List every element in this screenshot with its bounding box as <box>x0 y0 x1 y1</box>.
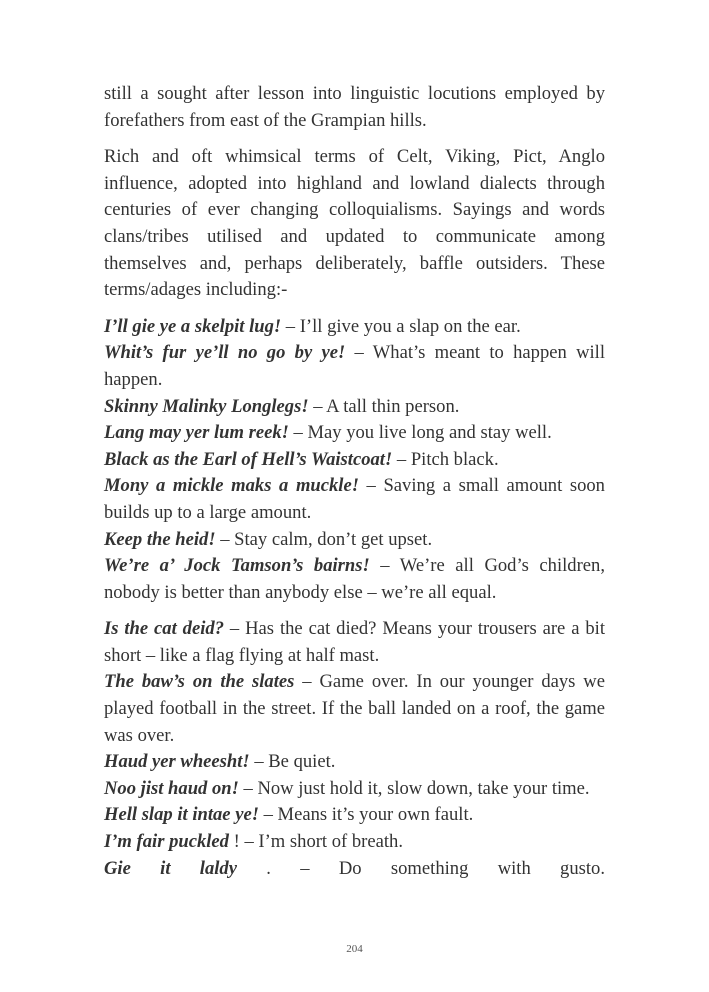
saying-meaning: – Saving a small amount soon builds up to a large amount. <box>104 475 605 523</box>
saying-term: Whit’s fur ye’ll no go by ye! <box>104 342 346 364</box>
saying-term: Black as the Earl of Hell’s Waistcoat! <box>104 448 393 470</box>
saying-term: Is the cat deid? <box>104 618 224 640</box>
saying-entry <box>104 749 605 776</box>
saying-entry <box>104 447 605 474</box>
saying-entry <box>104 616 605 669</box>
saying-entry <box>104 394 605 421</box>
saying-meaning: ! – I’m short of breath. <box>228 831 403 853</box>
saying-meaning: . – Do something with gusto. <box>236 857 605 879</box>
saying-entry <box>104 802 605 829</box>
saying-term: Keep the heid! <box>104 528 216 550</box>
saying-entry <box>104 340 605 393</box>
saying-meaning: – Pitch black. <box>392 448 499 470</box>
saying-entry <box>104 314 605 341</box>
saying-meaning: – What’s meant to happen will happen. <box>104 342 605 390</box>
page-body <box>104 81 605 882</box>
saying-term: We’re a’ Jock Tamson’s bairns! <box>104 555 370 577</box>
saying-meaning: – Means it’s your own fault. <box>258 804 474 826</box>
saying-entry <box>104 473 605 526</box>
saying-meaning: – I’ll give you a slap on the ear. <box>281 315 521 337</box>
saying-entry <box>104 527 605 554</box>
intro-paragraph-1: still a sought after lesson into linguistic locutions employed by forefathers from east of the Grampian hills. <box>104 83 605 131</box>
saying-entry <box>104 420 605 447</box>
saying-entry <box>104 669 605 749</box>
saying-term: Lang may yer lum reek! <box>104 422 289 444</box>
saying-meaning: – We’re all God’s children, nobody is better than anybody else – we’re all equal. <box>104 555 605 603</box>
sayings-list-1 <box>104 314 605 607</box>
saying-term: Mony a mickle maks a muckle! <box>104 475 359 497</box>
saying-term: I’ll gie ye a skelpit lug! <box>104 315 282 337</box>
saying-term: Hell slap it intae ye! <box>104 804 259 826</box>
sayings-list-2 <box>104 616 605 882</box>
saying-entry <box>104 829 605 856</box>
saying-term: Gie it laldy <box>104 857 237 879</box>
saying-meaning: – May you live long and stay well. <box>288 422 552 444</box>
saying-term: The baw’s on the slates <box>104 671 295 693</box>
saying-entry <box>104 776 605 803</box>
saying-meaning: – Game over. In our younger days we played football in the street. If the ball landed on a roof, the game was over. <box>104 671 605 746</box>
saying-term: I’m fair puckled <box>104 831 229 853</box>
page-number: 204 <box>346 943 363 955</box>
intro-paragraph-2: Rich and oft whimsical terms of Celt, Viking, Pict, Anglo influence, adopted into highland and lowland dialects through centuries of ever changing colloquialisms. Sayings and words clans/tribes utilised and updated to communicate among themselves and, perhaps deliberately, baffle outsiders. These terms/adages including:- <box>104 146 605 301</box>
saying-meaning: – Stay calm, don’t get upset. <box>215 528 433 550</box>
saying-meaning: – A tall thin person. <box>308 395 460 417</box>
saying-entry <box>104 856 605 883</box>
saying-meaning: – Has the cat died? Means your trousers are a bit short – like a flag flying at half mast. <box>104 618 605 666</box>
saying-entry <box>104 553 605 606</box>
saying-term: Haud yer wheesht! <box>104 751 250 773</box>
saying-term: Noo jist haud on! <box>104 777 239 799</box>
saying-term: Skinny Malinky Longlegs! <box>104 395 309 417</box>
saying-meaning: – Be quiet. <box>249 751 336 773</box>
saying-meaning: – Now just hold it, slow down, take your time. <box>238 777 590 799</box>
